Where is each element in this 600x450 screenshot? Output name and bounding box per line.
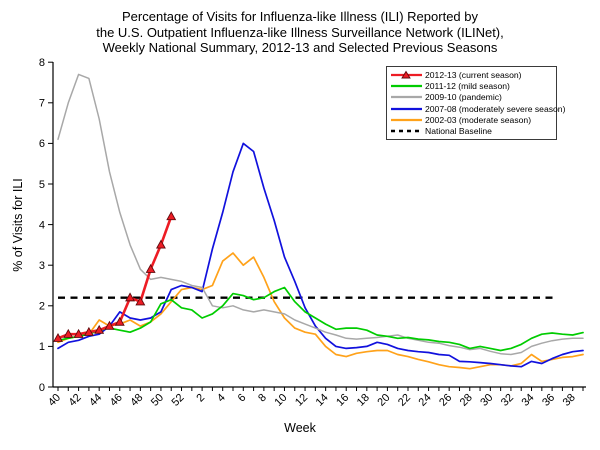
y-tick-label: 7 <box>38 97 45 110</box>
y-tick-label: 1 <box>38 341 45 354</box>
x-tick-label: 16 <box>334 391 352 409</box>
legend-item-label: 2009-10 (pandemic) <box>425 92 502 103</box>
y-tick-label: 4 <box>38 219 45 232</box>
x-tick-label: 8 <box>256 391 270 405</box>
legend-item-label: 2012-13 (current season) <box>425 69 522 80</box>
series-line-2002-03 <box>58 253 583 369</box>
x-tick-label: 42 <box>66 391 84 409</box>
x-tick-label: 20 <box>375 391 393 409</box>
x-tick-label: 22 <box>395 391 414 409</box>
x-tick-label: 36 <box>540 391 558 409</box>
series-line-2007-08 <box>58 143 583 366</box>
chart-title-line-1: Percentage of Visits for Influenza-like Illness (ILI) Reported by <box>122 9 478 24</box>
x-tick-label: 24 <box>416 391 434 409</box>
x-tick-label: 34 <box>519 391 537 409</box>
y-tick-label: 0 <box>38 381 45 394</box>
data-point-triangle-marker <box>157 241 165 249</box>
line-swatch-icon <box>390 81 423 91</box>
chart-legend <box>386 66 566 140</box>
y-tick-label: 6 <box>38 138 45 151</box>
x-tick-label: 14 <box>313 391 331 409</box>
x-tick-label: 28 <box>457 391 475 409</box>
x-tick-label: 30 <box>478 391 496 409</box>
legend-item-2011-12 <box>390 80 554 91</box>
x-tick-label: 12 <box>293 391 311 409</box>
y-tick-label: 2 <box>38 300 45 313</box>
data-point-triangle-marker <box>167 212 175 220</box>
x-axis-label: Week <box>284 421 316 435</box>
y-axis-label: % of Visits for ILI <box>11 178 25 272</box>
legend-item-2009-10 <box>390 92 554 103</box>
data-point-triangle-marker <box>116 318 124 326</box>
legend-item-label: 2007-08 (moderately severe season) <box>425 103 566 114</box>
legend-item-2002-03 <box>390 114 554 125</box>
x-tick-label: 52 <box>169 391 187 409</box>
chart-title-line-3: Weekly National Summary, 2012-13 and Selected Previous Seasons <box>102 40 498 55</box>
x-tick-label: 46 <box>107 391 125 409</box>
x-tick-label: 18 <box>354 391 372 409</box>
x-tick-label: 10 <box>272 391 290 409</box>
legend-item-label: 2011-12 (mild season) <box>425 80 510 91</box>
legend-item-label: National Baseline <box>425 126 492 137</box>
x-tick-label: 44 <box>87 391 105 409</box>
line-swatch-icon <box>390 70 423 80</box>
line-swatch-icon <box>390 92 423 102</box>
x-tick-label: 32 <box>498 391 517 409</box>
legend-item-2007-08 <box>390 103 566 114</box>
x-tick-label: 2 <box>194 391 208 405</box>
x-tick-label: 26 <box>437 391 455 409</box>
y-tick-label: 5 <box>38 178 45 191</box>
x-tick-label: 38 <box>560 391 578 409</box>
y-tick-label: 3 <box>38 260 45 272</box>
y-tick-label: 8 <box>38 57 45 69</box>
dashed-line-swatch-icon <box>390 126 423 136</box>
chart-title-line-2: the U.S. Outpatient Influenza-like Illness Surveillance Network (ILINet), <box>96 24 504 40</box>
x-tick-label: 40 <box>45 391 64 409</box>
x-tick-label: 4 <box>215 391 228 405</box>
data-point-triangle-marker <box>146 265 154 273</box>
x-tick-label: 50 <box>148 391 167 409</box>
legend-item-label: 2002-03 (moderate season) <box>425 114 532 125</box>
legend-item-2012-13 <box>390 69 554 80</box>
x-tick-label: 48 <box>128 391 146 409</box>
legend-item-national <box>390 125 554 136</box>
x-tick-label: 6 <box>235 391 249 405</box>
line-swatch-icon <box>390 115 423 125</box>
line-swatch-icon <box>390 104 423 114</box>
